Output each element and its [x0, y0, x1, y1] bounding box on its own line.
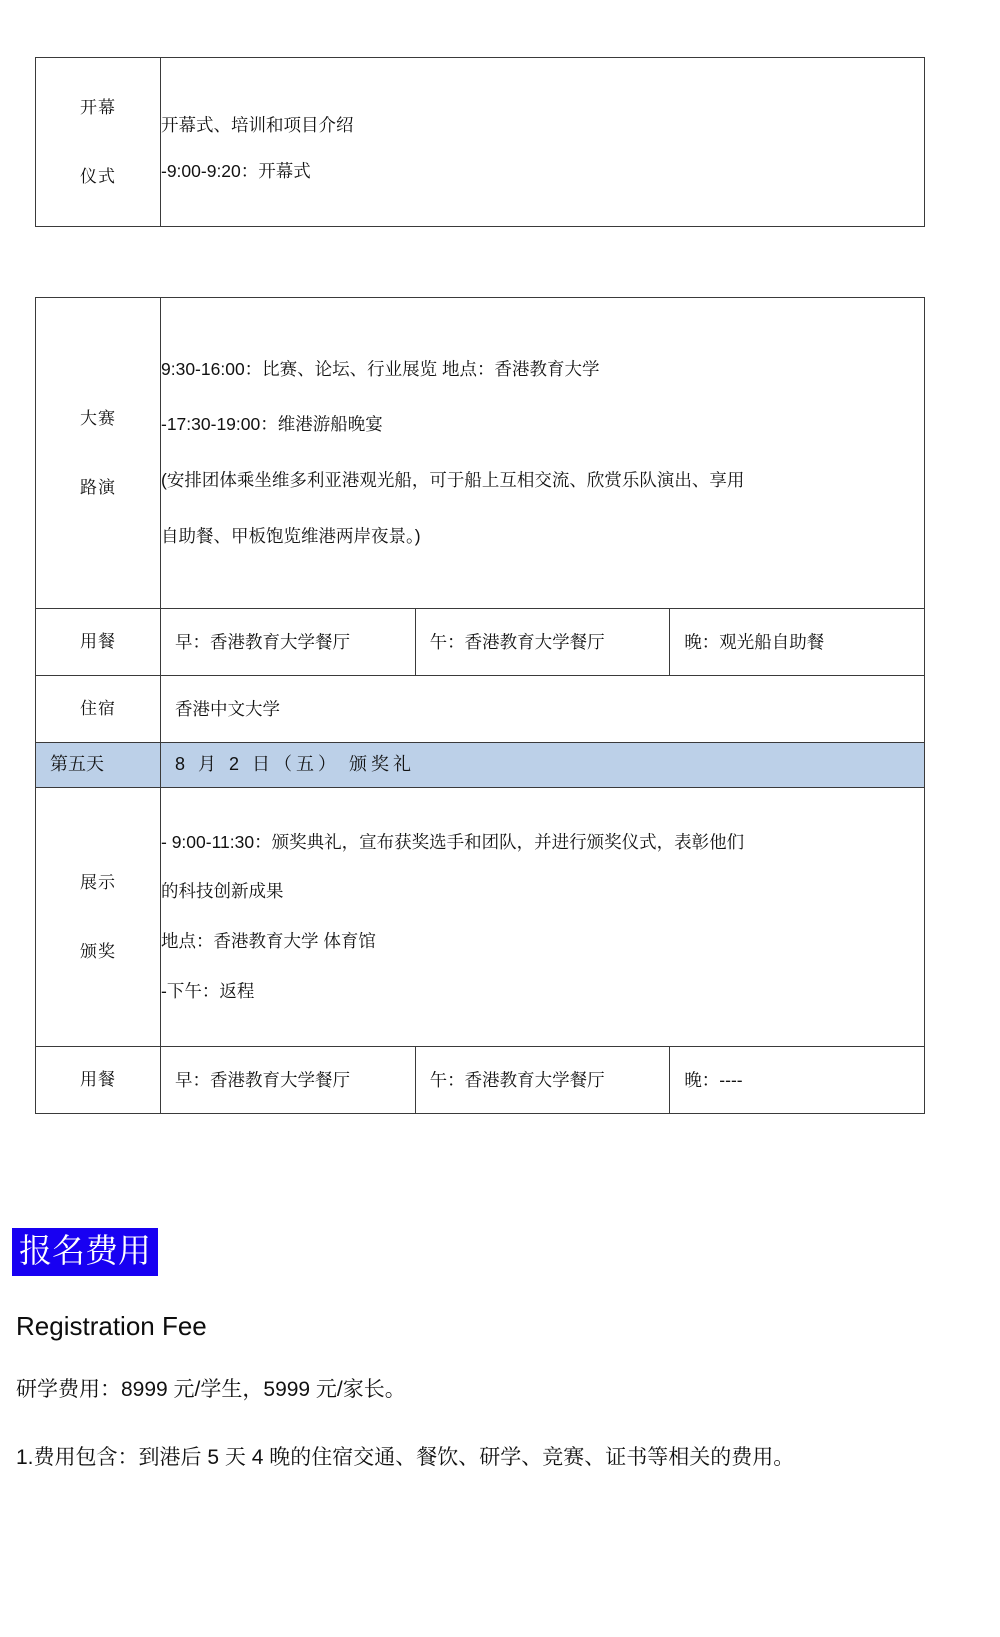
- row-label-meals: 用餐: [36, 1047, 161, 1114]
- table-row: [36, 58, 925, 227]
- meal-breakfast: 早：香港教育大学餐厅: [161, 609, 416, 676]
- table-row-award-ceremony: [36, 788, 925, 1047]
- row-label-competition-roadshow: [36, 298, 161, 609]
- registration-fee-section: [12, 1228, 972, 1471]
- table-row-accommodation: [36, 676, 925, 743]
- schedule-paragraph: - 9:00-11:30：颁奖典礼，宣布获奖选手和团队，并进行颁奖仪式，表彰他们: [161, 831, 745, 852]
- meal-dinner: 晚：观光船自助餐: [670, 609, 925, 676]
- row-label-line1: 展示: [80, 872, 116, 892]
- row-label-award-ceremony: [36, 788, 161, 1047]
- accommodation-value: 香港中文大学: [161, 676, 925, 743]
- table-row-competition-roadshow: [36, 298, 925, 609]
- registration-fee-heading: 报名费用: [12, 1228, 158, 1276]
- day-number-label: 第五天: [36, 743, 161, 788]
- schedule-paragraph: 自助餐、甲板饱览维港两岸夜景。): [161, 525, 421, 546]
- fee-inclusion-line: 1.费用包含：到港后 5 天 4 晚的住宿交通、餐饮、研学、竞赛、证书等相关的费用。: [16, 1445, 795, 1469]
- schedule-paragraph: -9:00-9:20：开幕式: [161, 160, 311, 181]
- meal-lunch: 午：香港教育大学餐厅: [415, 1047, 670, 1114]
- row-label-line2: 仪式: [80, 167, 116, 186]
- schedule-paragraph: -下午：返程: [161, 980, 255, 1001]
- registration-fee-heading-en: Registration Fee: [16, 1311, 207, 1342]
- row-content-competition-roadshow: [161, 298, 925, 609]
- table-row-meals: [36, 1047, 925, 1114]
- schedule-paragraph: 9:30-16:00：比赛、论坛、行业展览 地点：香港教育大学: [161, 358, 600, 379]
- meal-dinner: 晚：----: [670, 1047, 925, 1114]
- meal-lunch: 午：香港教育大学餐厅: [415, 609, 670, 676]
- row-label-line1: 大赛: [80, 408, 116, 428]
- table-row-day-header: [36, 743, 925, 788]
- day-title-label: 8 月 2 日（五） 颁奖礼: [161, 743, 925, 788]
- schedule-paragraph: 地点：香港教育大学 体育馆: [161, 931, 376, 951]
- row-content-award-ceremony: [161, 788, 925, 1047]
- schedule-paragraph: (安排团体乘坐维多利亚港观光船，可于船上互相交流、欣赏乐队演出、享用: [161, 470, 745, 490]
- schedule-paragraph: 的科技创新成果: [161, 881, 284, 902]
- row-content-opening-ceremony: [161, 58, 925, 227]
- opening-ceremony-table: [35, 57, 925, 227]
- table-row-meals: [36, 609, 925, 676]
- fee-amount-line: 研学费用：8999 元/学生，5999 元/家长。: [16, 1378, 406, 1402]
- schedule-paragraph: 开幕式、培训和项目介绍: [161, 114, 354, 135]
- row-label-line2: 路演: [80, 478, 116, 497]
- row-label-opening-ceremony: [36, 58, 161, 227]
- row-label-line2: 颁奖: [80, 942, 116, 961]
- meal-breakfast: 早：香港教育大学餐厅: [161, 1047, 416, 1114]
- schedule-paragraph: -17:30-19:00：维港游船晚宴: [161, 414, 383, 435]
- main-schedule-table: [35, 297, 925, 1114]
- row-label-line1: 开幕: [80, 97, 116, 117]
- row-label-accommodation: 住宿: [36, 676, 161, 743]
- row-label-meals: 用餐: [36, 609, 161, 676]
